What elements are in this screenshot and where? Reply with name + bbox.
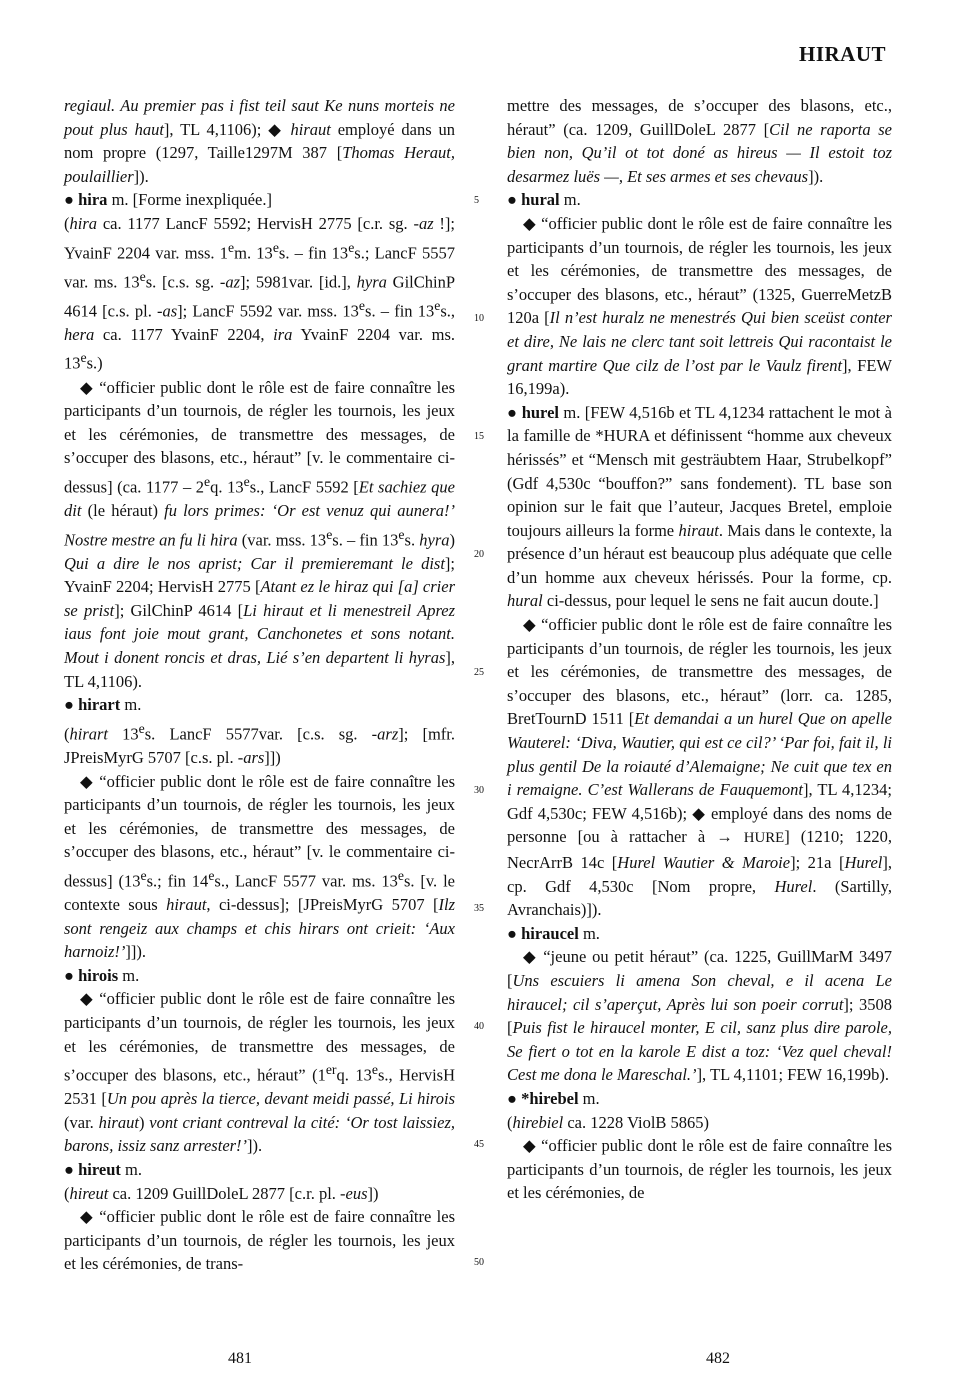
page-number-left: 481 <box>228 1350 252 1367</box>
right_column-paragraph: ● hiraucel m. <box>507 923 600 943</box>
right_column-paragraph: ◆ “officier public dont le rôle est de faire connaître les participants d’un tournois, de régler les tournois, les jeux et les cérémonies, de transmettre des messages, de s’occuper des blasons, etc., héraut” (1325, GuerreMetzB 120a [Il n’est huralz ne menestrés Qui bien sceüst conter et dire, Ne lais ne clerc tant soit lettreis Qui racontaist le grant martire Que cilz de l’ost par le Vaulz firent], FEW 16,199a). <box>507 213 892 399</box>
right-column <box>507 94 892 1205</box>
right_column-paragraph: ● hural m. <box>507 190 581 210</box>
line-number: 20 <box>474 549 484 561</box>
right_column-paragraph: ◆ “officier public dont le rôle est de faire connaître les participants d’un tournois, de régler les tournois, les jeux et les cérémonies, de transmettre des messages, de s’occuper des blasons, etc., héraut” (lorr. ca. 1285, BretTournD 1511 [Et demandai a un hurel Que on apelle Wauterel: ‘Diva, Wautier, qui est ce cil?’ ‘Par foi, fait il, li plus gentil De la roiauté d’Alemaigne; Ne cuit que tex en i remaigne. C’est Wallerans de Fauquemont], TL 4,1234; Gdf 4,530c; FEW 4,516b); ◆ employé dans des noms de personne [ou à rattacher à → HURE] (1210; 1220, NecrArrB 14c [Hurel Wautier & Maroie]; 21a [Hurel], cp. Gdf 4,530c [Nom propre, Hurel. (Sartilly, Avranchais)]). <box>507 615 893 920</box>
right_column-paragraph: ● *hirebel m. <box>507 1088 600 1108</box>
line-number: 25 <box>474 667 484 679</box>
left_column-paragraph: ● hirois m. <box>64 965 140 985</box>
left_column-paragraph: ● hira m. [Forme inexpliquée.] <box>64 190 272 210</box>
page-number-right: 482 <box>706 1350 730 1367</box>
left_column-paragraph: ◆ “officier public dont le rôle est de faire connaître les participants d’un tournois, de régler les tournois, les jeux et les cérémonies, de transmettre des messages, de s’occuper des blasons, etc., héraut” [v. le commentaire ci-dessus] (13es.; fin 14es., LancF 5577 var. ms. 13es. [v. le contexte sous hiraut, ci-dessus]; [JPreisMyrG 5707 [Ilz sont rengeiz aux champs et chis hirars ont crieit: ‘Aux harnoiz!’]]). <box>64 771 455 962</box>
left_column-paragraph: (hira ca. 1177 LancF 5592; HervisH 2775 [c.r. sg. -az !]; YvainF 2204 var. mss. 1em. 13es. – fin 13es.; LancF 5557 var. ms. 13es. [c.s. sg. -az]; 5981var. [id.], hyra GilChinP 4614 [c.s. pl. -as]; LancF 5592 var. mss. 13es. – fin 13es., hera ca. 1177 YvainF 2204, ira YvainF 2204 var. ms. 13es.) <box>64 213 456 373</box>
right_column-paragraph: (hirebiel ca. 1228 ViolB 5865) <box>507 1112 710 1132</box>
left_column-paragraph: (hirart 13es. LancF 5577var. [c.s. sg. -arz]; [mfr. JPreisMyrG 5707 [c.s. pl. -ars]]) <box>64 720 456 767</box>
left_column-paragraph: (hireut ca. 1209 GuillDoleL 2877 [c.r. pl. -eus]) <box>64 1183 379 1203</box>
right_column-paragraph: ● hurel m. [FEW 4,516b et TL 4,1234 rattachent le mot à la famille de *HURA et définissent “homme aux cheveux hérissés” et “Mensch mit gesträubtem Haar, Strubelkopf” (Gdf 4,530c “bouffon?” sans fondement). TL base son opinion sur le fait que l’auteur, Jacques Bretel, emploie toujours ailleurs la forme hiraut. Mais dans le contexte, la présence d’un héraut est beaucoup plus adéquate que celle d’un homme aux cheveux hérissés. Pour la forme, cp. hural ci-dessus, pour lequel le sens ne fait aucun doute.] <box>507 402 892 611</box>
left_column-paragraph: ◆ “officier public dont le rôle est de faire connaître les participants d’un tournois, de régler les tournois, les jeux et les cérémonies, de transmettre des messages, de s’occuper des blasons, etc., héraut” (1erq. 13es., HervisH 2531 [Un pou après la tierce, devant meidi passé, Li hirois (var. hiraut) vont criant contreval la cité: ‘Or tost laissiez, barons, issiz sanz arrester!’]). <box>64 989 456 1156</box>
right_column-paragraph: ◆ “jeune ou petit héraut” (ca. 1225, GuillMarM 3497 [Uns escuiers li amena Son cheval, e il acena Le hiraucel; cil s’aperçut, Après lui son poeir corrut]; 3508 [Puis fist le hiraucel monter, E cil, sanz plus dire parole, Se fiert o tot en la karole E dist a toz: ‘Vez quel cheval! Cest me dona le Mareschal.’], TL 4,1101; FEW 16,199b). <box>507 947 892 1085</box>
left-column <box>64 94 455 1276</box>
left_column-paragraph: ● hireut m. <box>64 1160 142 1180</box>
line-number: 10 <box>474 313 484 325</box>
right_column-paragraph: mettre des messages, de s’occuper des blasons, etc., héraut” (ca. 1209, GuillDoleL 2877 [Cil ne raporta se bien non, Qu’il ot tot doné as hireus — Il estoit toz desarmez luës —, Et ses armes et ses chevaus]). <box>507 96 892 186</box>
line-number: 50 <box>474 1257 484 1269</box>
left_column-paragraph: ◆ “officier public dont le rôle est de faire connaître les participants d’un tournois, de régler les tournois, les jeux et les cérémonies, de trans- <box>64 1207 455 1274</box>
right_column-paragraph: ◆ “officier public dont le rôle est de faire connaître les participants d’un tournois, de régler les tournois, les jeux et les cérémonies, de <box>507 1136 892 1203</box>
running-head: HIRAUT <box>798 42 886 66</box>
line-number: 5 <box>474 195 479 207</box>
line-number: 30 <box>474 785 484 797</box>
left_column-paragraph: regiaul. Au premier pas i fist teil saut Ke nuns morteis ne pout plus haut], TL 4,1106); ◆ hiraut employé dans un nom propre (1297, Taille1297M 387 [Thomas Heraut, poulaillier]). <box>64 96 455 186</box>
left_column-paragraph: ● hirart m. <box>64 695 142 715</box>
line-number: 45 <box>474 1139 484 1151</box>
line-number: 40 <box>474 1021 484 1033</box>
line-number: 15 <box>474 431 484 443</box>
line-number: 35 <box>474 903 484 915</box>
left_column-paragraph: ◆ “officier public dont le rôle est de faire connaître les participants d’un tournois, de régler les tournois, les jeux et les cérémonies, de transmettre des messages, de s’occuper des blasons, etc., héraut” [v. le commentaire ci-dessus] (ca. 1177 – 2eq. 13es., LancF 5592 [Et sachiez que dit (le héraut) fu lors primes: ‘Or est venuz qui aunera!’ Nostre mestre an fu li hira (var. mss. 13es. – fin 13es. hyra) Qui a dire le nos aprist; Car il premieremant le dist]; YvainF 2204; HervisH 2775 [Atant ez le hiraz qui [a] crier se prist]; GilChinP 4614 [Li hiraut et li menestreil Aprez iaus font joie mout grant, Canchonetes et sons notant. Mout i donent roncis et dras, Lié s’en departent li hyras], TL 4,1106). <box>64 377 455 691</box>
